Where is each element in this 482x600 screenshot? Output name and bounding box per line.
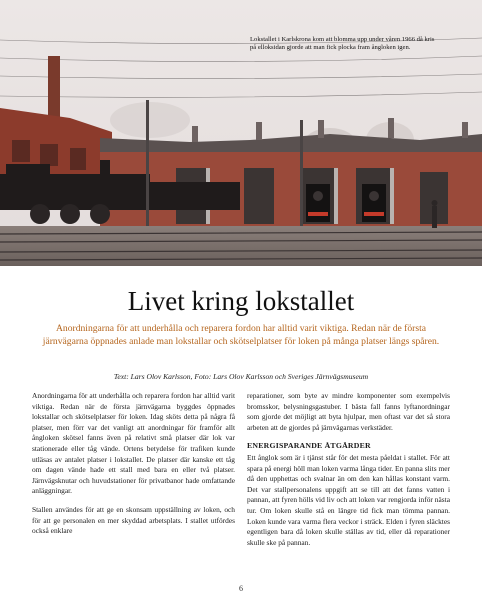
article-byline: Text: Lars Olov Karlsson, Foto: Lars Olov Karlsson och Sveriges Järnvägsmuseum <box>113 372 369 381</box>
photo-caption: Lokstallet i Karlskrona kom att blomma upp under våren 1966 då kris på elloksidan gjorde att man fick plocka fram ångloken igen. <box>250 36 435 52</box>
body-column-left <box>32 391 235 545</box>
page-number: 6 <box>239 584 243 593</box>
body-paragraph: reparationer, som byte av mindre komponenter som exempelvis bromsskor, belysningsgastuber. I bästa fall fanns lyftanordningar som gjorde det möjligt att byta hjulpar, men oftast var det så stora arbeten att de gjordes på järnvägarnas verkstäder. <box>247 391 450 432</box>
body-column-right <box>247 391 450 556</box>
roundhouse-photo <box>0 0 482 266</box>
article-lede: Anordningarna för att underhålla och reparera fordon har alltid varit viktiga. Redan när de första järnvägarna öppnades anlade man lokstallar och skötselplatser för loken på många platser längs spåren. <box>42 323 440 347</box>
body-paragraph: Anordningarna för att underhålla och reparera fordon har alltid varit viktiga. Redan när de första järnvägarna byggdes öppnades lokstallar och skötselplatser för loken. Idag sköts detta på några få platser, men förr var det vanligt att anordningar för framför allt ångloken skötsel fanns även på relativt små platser där lok var stationerade eller tåg vände. Ortens betydelse för trafiken kunde utläsas av antalet platser i lokstallet. De platser där kanske ett tåg om dagen vände hade ett stall med bara en eller två platser. Järnvägsknutar och huvudstationer för privatbanor hade omfattande anläggningar. <box>32 391 235 496</box>
body-paragraph: Ett ånglok som är i tjänst står för det mesta påeldat i stallet. För att spara på energi höll man loken varma långa tider. En panna slits mer då den upphettas och svalnar än om den kan hållas konstant varm. Det var stallpersonalens uppgift att se till att det fanns vatten i pannan, att fyren hölls vid liv och att loken var rengjorda inför nästa tur. Om loken skulle stå en längre tid fick man tömma pannan. Loken kunde vara varma flera veckor i sträck. Elden i fyren släcktes egentligen bara då loken skulle ställas av tid, eller då reparationer skulle ske på pannan. <box>247 452 450 547</box>
body-paragraph: Stallen användes för att ge en skonsam uppställning av loken, och för att ge personalen en mer skyddad arbetsplats. I stallet utfördes också enklare <box>32 504 235 536</box>
section-subheading: ENERGISPARANDE ÅTGÄRDER <box>247 441 371 451</box>
article-title: Livet kring lokstallet <box>127 286 355 316</box>
